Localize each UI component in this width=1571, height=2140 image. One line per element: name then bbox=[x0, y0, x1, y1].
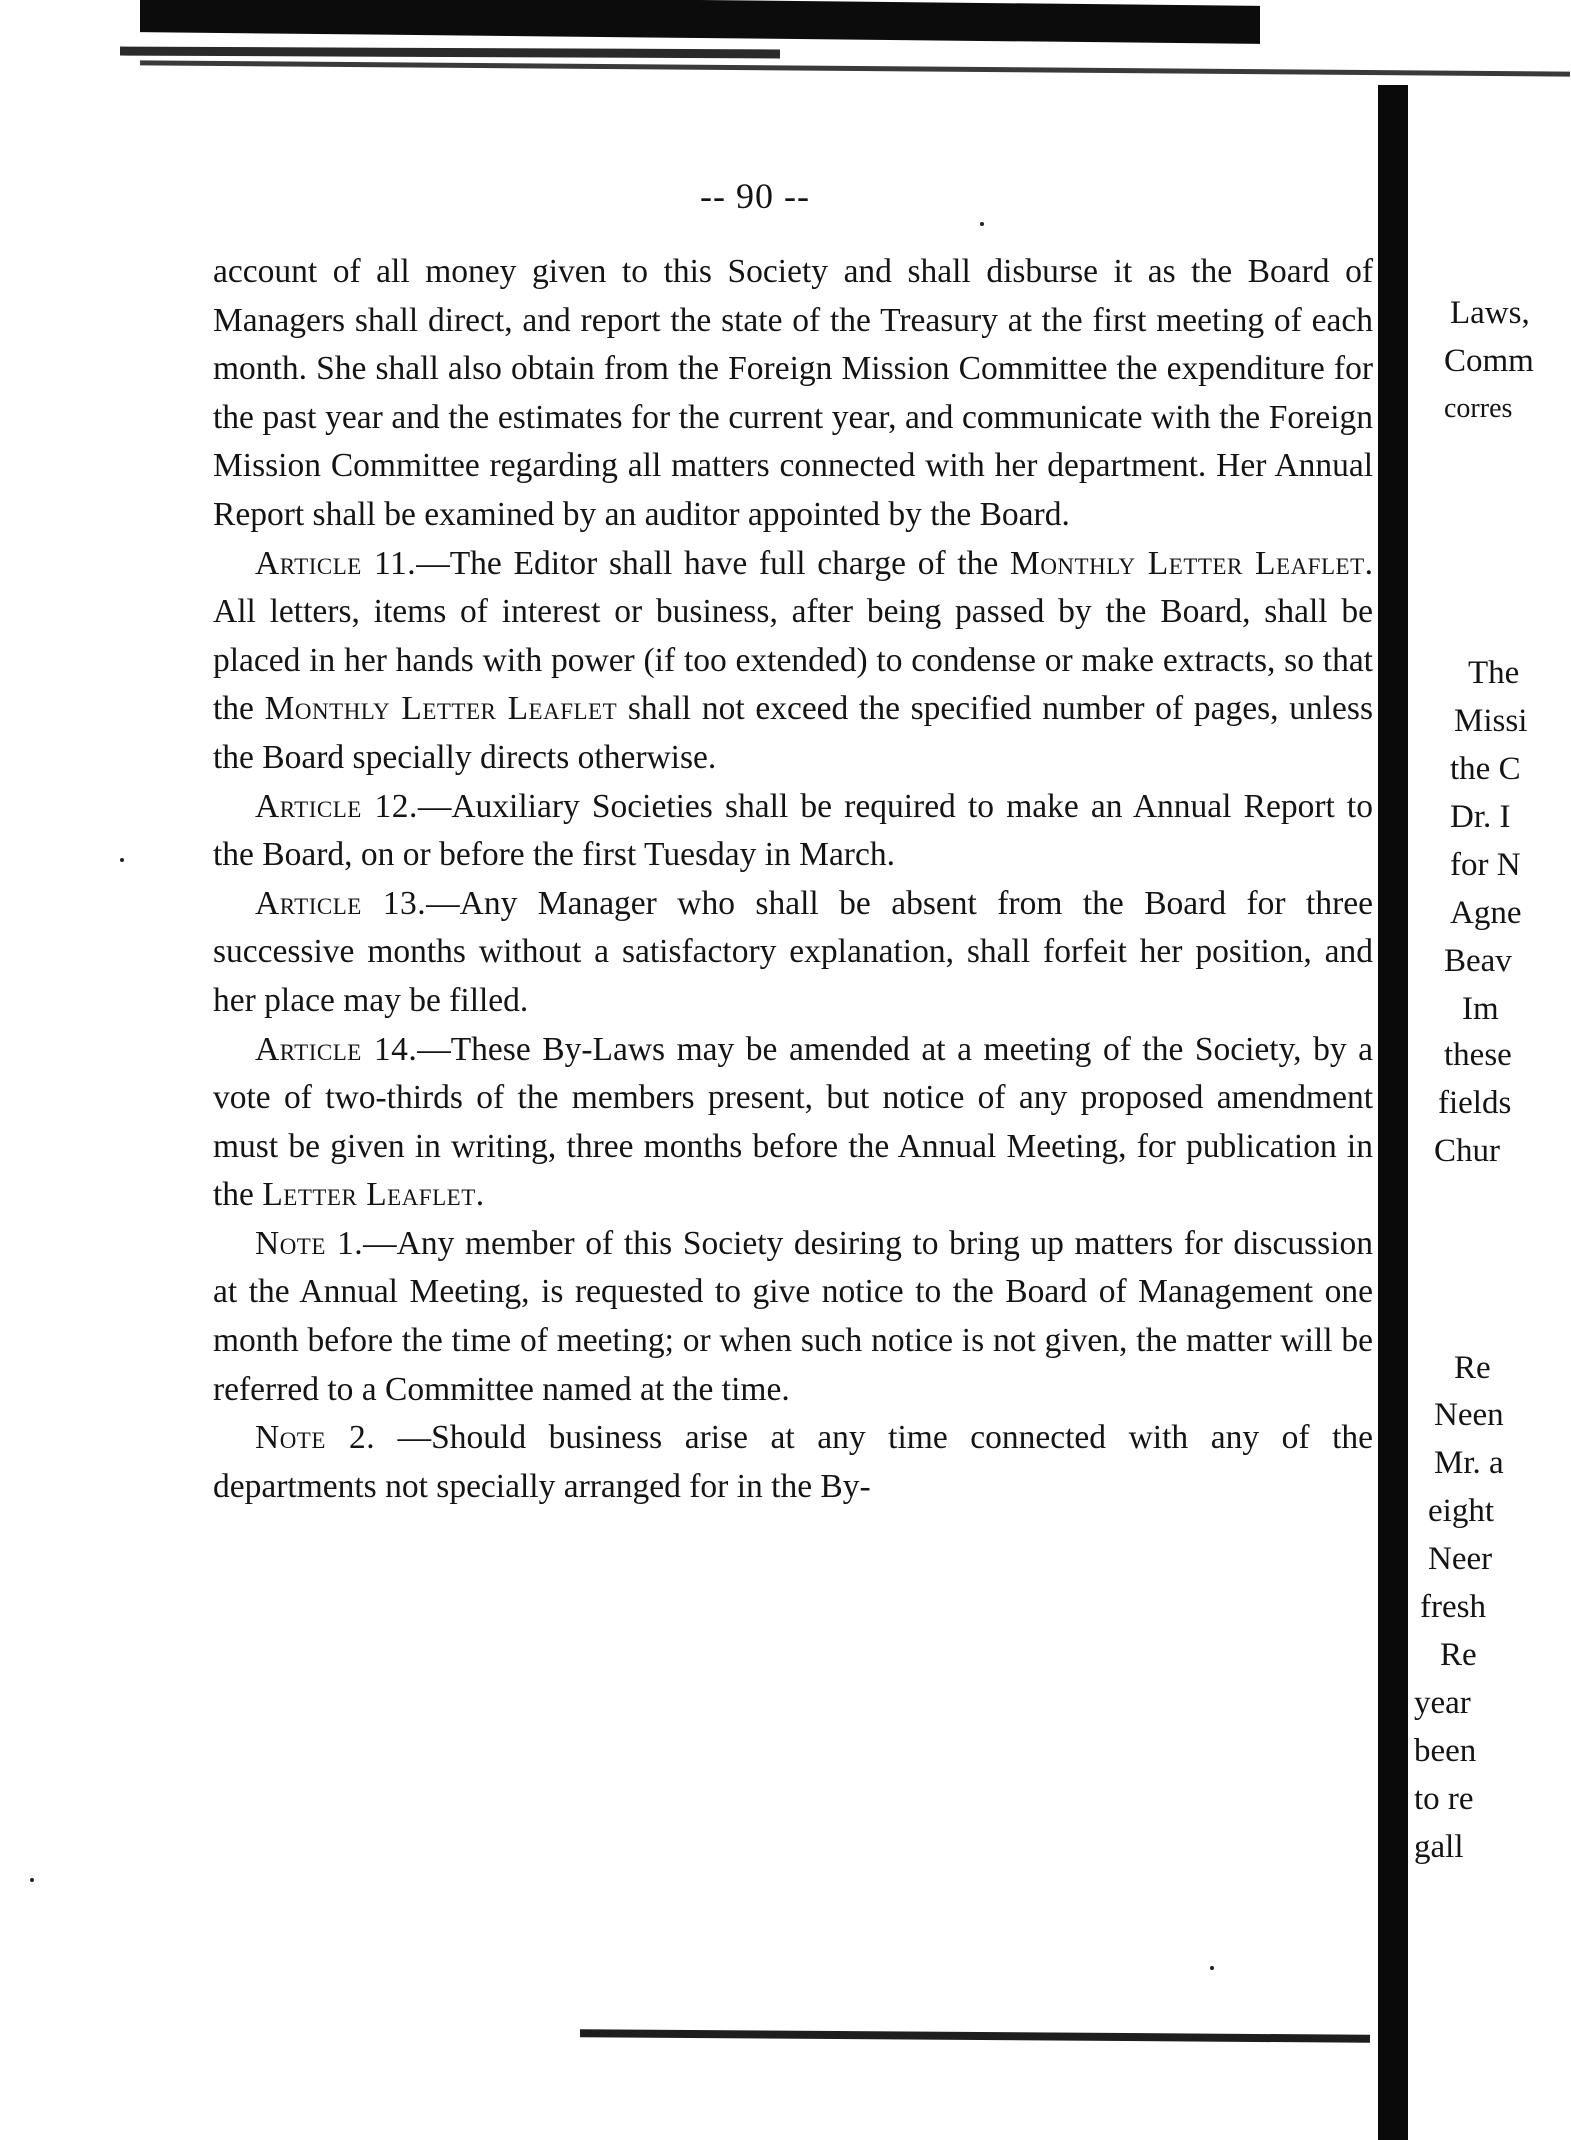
paragraph-article-11 bbox=[213, 540, 1373, 783]
facing-page-fragment: Beav bbox=[1444, 943, 1512, 979]
facing-page-fragment: Re bbox=[1454, 1350, 1491, 1386]
facing-page-fragments bbox=[1398, 290, 1571, 1890]
scan-edge-top-bar bbox=[140, 0, 1260, 44]
facing-page-fragment: Mr. a bbox=[1434, 1445, 1504, 1481]
facing-page-fragment: the C bbox=[1450, 751, 1521, 787]
facing-page-fragment: fresh bbox=[1420, 1589, 1486, 1625]
facing-page-fragment: Chur bbox=[1434, 1133, 1500, 1169]
paragraph-note-1 bbox=[213, 1220, 1373, 1414]
paragraph-note-2 bbox=[213, 1414, 1373, 1511]
article-label: Article 12. bbox=[255, 787, 418, 825]
facing-page-fragment: Neen bbox=[1434, 1397, 1504, 1433]
scan-speck bbox=[120, 858, 124, 862]
facing-page-fragment: to re bbox=[1414, 1781, 1474, 1817]
paragraph-text: account of all money given to this Society and shall disburse it as the Board of Managers shall direct, and report the state of the Treasury at the first meeting of each month. She shall also obtain from the Foreign Mission Committee the expenditure for the past year and the estimates for the current year, and communicate with the Foreign Mission Committee regarding all matters connected with her department. Her Annual Report shall be examined by an auditor appointed by the Board. bbox=[213, 253, 1373, 533]
scan-edge-line bbox=[140, 60, 1570, 76]
paragraph-text: —Should business arise at any time connected with any of the departments not specially arranged for in the By- bbox=[213, 1419, 1374, 1505]
facing-page-fragment: eight bbox=[1428, 1493, 1494, 1529]
paragraph-text: . All letters, items of interest or business, after being passed by the Board, shall be placed in her hands with power (if too extended) to condense or make extracts, so that the bbox=[213, 544, 1373, 728]
scan-speck bbox=[1210, 1966, 1214, 1970]
page-number: -- 90 -- bbox=[700, 176, 810, 216]
note-label: Note 1. bbox=[255, 1224, 364, 1262]
paragraph-article-12 bbox=[213, 783, 1373, 880]
publication-title: Letter Leaflet bbox=[262, 1176, 476, 1214]
paragraph-text: . bbox=[475, 1176, 485, 1214]
scan-speck bbox=[980, 222, 984, 226]
publication-title: Monthly Letter Leaflet bbox=[264, 690, 618, 728]
facing-page-fragment: Dr. I bbox=[1450, 799, 1511, 835]
facing-page-fragment: Missi bbox=[1454, 703, 1528, 739]
document-body bbox=[213, 248, 1373, 1511]
facing-page-fragment: corres bbox=[1444, 393, 1513, 424]
facing-page-fragment: Neer bbox=[1428, 1541, 1493, 1577]
note-label: Note 2. bbox=[255, 1419, 376, 1457]
publication-title: Monthly Letter Leaflet bbox=[1010, 544, 1365, 582]
facing-page-fragment: these bbox=[1444, 1037, 1512, 1073]
paragraph-text: —Auxiliary Societies shall be required to make an Annual Report to the Board, on or before the first Tuesday in March. bbox=[213, 787, 1373, 874]
paragraph-text: shall not exceed the specified number of pages, unless the Board specially directs otherwise. bbox=[213, 690, 1373, 776]
scan-edge-bottom-line bbox=[580, 2029, 1370, 2043]
facing-page-fragment: Re bbox=[1440, 1637, 1477, 1673]
article-label: Article 11. bbox=[255, 544, 417, 582]
paragraph-text: —The Editor shall have full charge of the bbox=[416, 544, 1011, 582]
facing-page-fragment: fields bbox=[1438, 1085, 1512, 1121]
facing-page-fragment: Agne bbox=[1450, 895, 1522, 931]
facing-page-fragment: year bbox=[1414, 1685, 1471, 1721]
facing-page-fragment: Comm bbox=[1444, 343, 1534, 379]
scan-edge-line bbox=[120, 47, 780, 59]
paragraph-article-14 bbox=[213, 1026, 1373, 1220]
facing-page-fragment: The bbox=[1468, 655, 1520, 691]
paragraph-article-13 bbox=[213, 880, 1373, 1026]
article-label: Article 14. bbox=[255, 1030, 418, 1068]
facing-page-fragment: Laws, bbox=[1450, 295, 1530, 331]
paragraph-text: —Any Manager who shall be absent from the Board for three successive months without a satisfactory explanation, shall forfeit her position, and her place may be filled. bbox=[213, 884, 1373, 1019]
paragraph-text: —These By-Laws may be amended at a meeting of the Society, by a vote of two-thirds of the members present, but notice of any proposed amendment must be given in writing, three months before the Annual Meeting, for publication in the bbox=[213, 1030, 1373, 1214]
facing-page-fragment: gall bbox=[1414, 1829, 1464, 1865]
paragraph-text: —Any member of this Society desiring to bring up matters for discussion at the Annual Meeting, is requested to give notice to the Board of Management one month before the time of meeting; or when such notice is not given, the matter will be referred to a Committee named at the time. bbox=[213, 1224, 1373, 1408]
facing-page-fragment: for N bbox=[1450, 847, 1521, 883]
facing-page-fragment: Im bbox=[1462, 991, 1499, 1027]
facing-page-fragment: been bbox=[1414, 1733, 1477, 1769]
article-label: Article 13. bbox=[255, 884, 427, 922]
scan-speck bbox=[30, 1878, 34, 1882]
paragraph-treasurer-duties bbox=[213, 248, 1373, 540]
